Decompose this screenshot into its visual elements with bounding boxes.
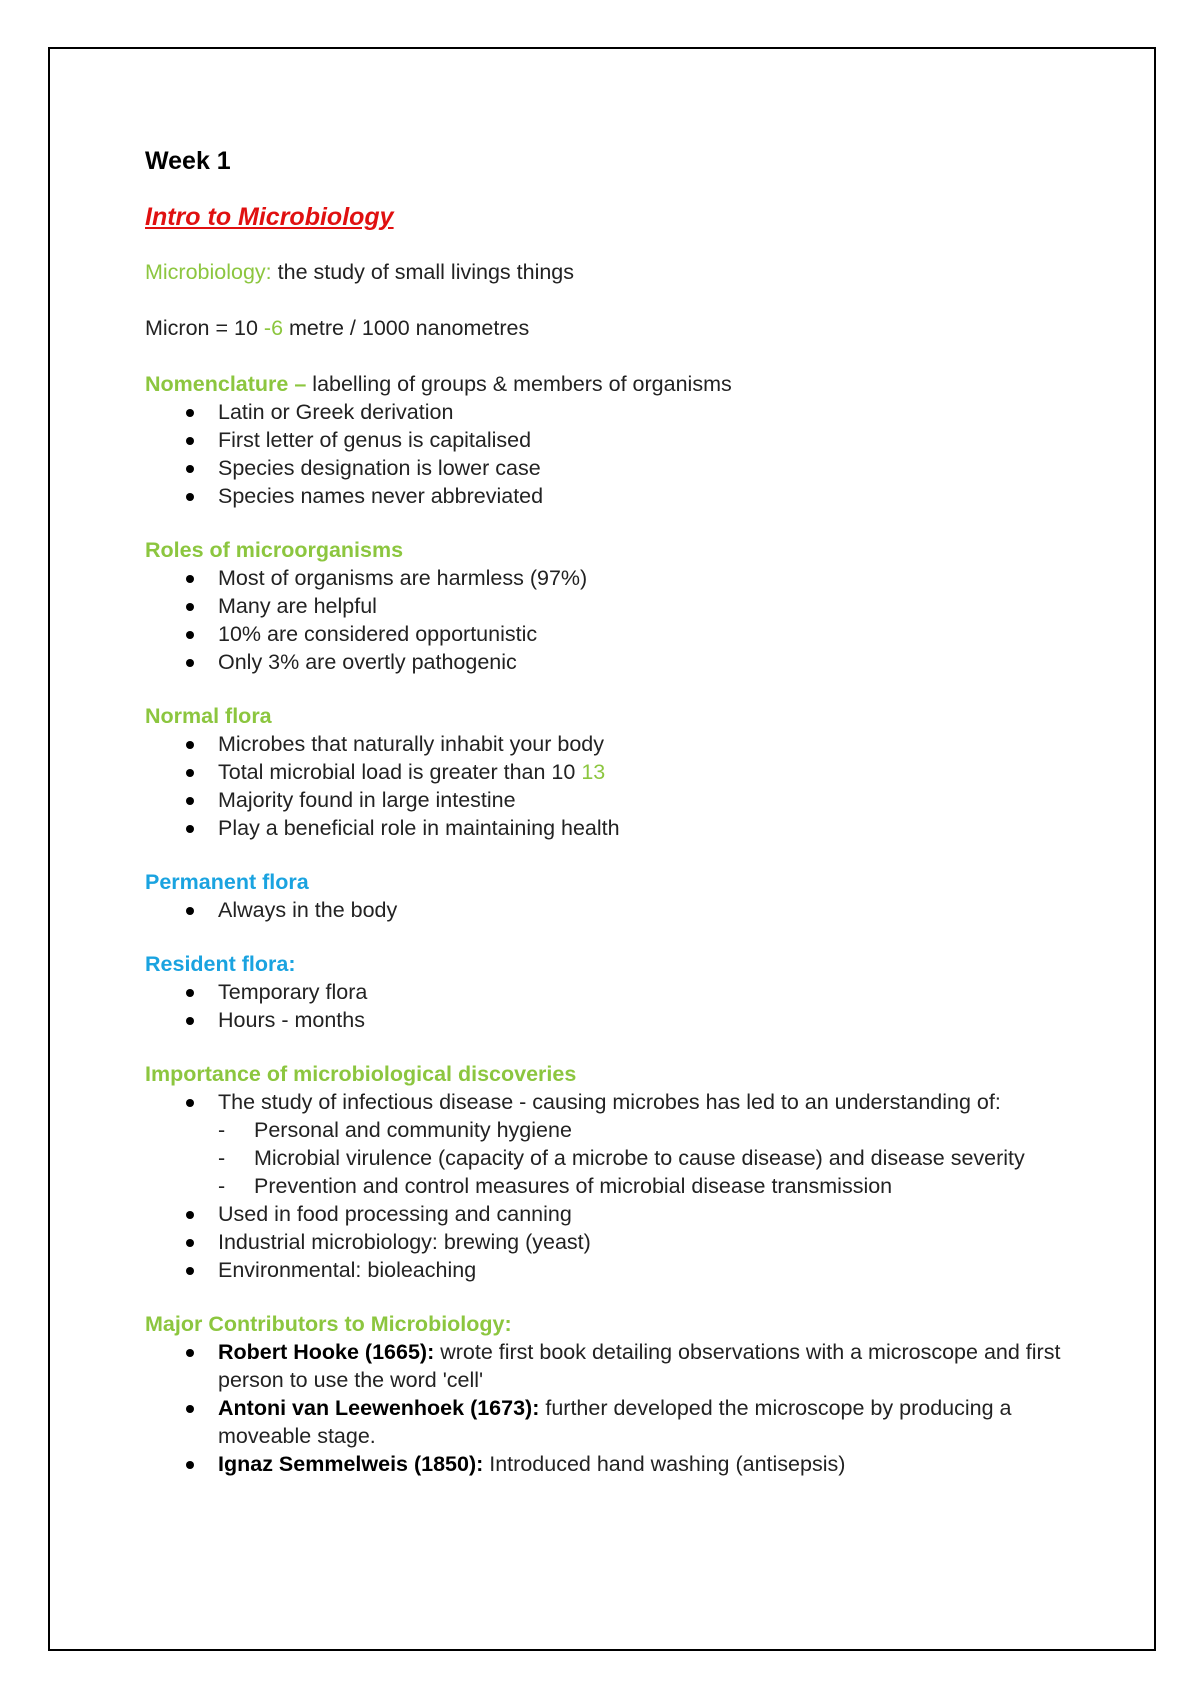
sub-list-item [218, 1144, 1065, 1172]
bullet-icon [186, 409, 194, 417]
list-item [145, 730, 1065, 758]
importance-heading: Importance of microbiological discoveries [145, 1062, 577, 1086]
bullet-icon [186, 631, 194, 639]
list-item [145, 1088, 1065, 1200]
list-item-text: Species designation is lower case [218, 456, 541, 480]
list-item [145, 1256, 1065, 1284]
list-item [145, 814, 1065, 842]
bullet-icon [186, 575, 194, 583]
list-item-text: First letter of genus is capitalised [218, 428, 532, 452]
list-item-text: Most of organisms are harmless (97%) [218, 566, 588, 590]
sub-list-item-text: Prevention and control measures of microbial disease transmission [254, 1174, 893, 1198]
roles-list [145, 564, 1065, 676]
permanent-flora-heading: Permanent flora [145, 870, 309, 894]
list-item [145, 758, 1065, 786]
page-title: Intro to Microbiology [145, 203, 394, 231]
list-item-text: Used in food processing and canning [218, 1202, 572, 1226]
bullet-icon [186, 1017, 194, 1025]
list-item-text: Hours - months [218, 1008, 365, 1032]
list-item-text: Play a beneficial role in maintaining health [218, 816, 620, 840]
list-item [145, 426, 1065, 454]
normal-flora-section [145, 702, 1065, 842]
contributors-heading: Major Contributors to Microbiology: [145, 1312, 512, 1336]
list-item [145, 1006, 1065, 1034]
importance-list [145, 1088, 1065, 1284]
list-item-text: Environmental: bioleaching [218, 1258, 477, 1282]
bullet-icon [186, 825, 194, 833]
nomenclature-list [145, 398, 1065, 510]
list-item [145, 454, 1065, 482]
micron-after: metre / 1000 nanometres [283, 316, 530, 340]
list-item-text: 10% are considered opportunistic [218, 622, 538, 646]
nomenclature-heading-line [145, 370, 1065, 398]
list-item-text: Species names never abbreviated [218, 484, 544, 508]
resident-flora-section [145, 950, 1065, 1034]
dash-marker: - [218, 1174, 226, 1198]
list-item [145, 620, 1065, 648]
list-item-text: Many are helpful [218, 594, 377, 618]
list-item [145, 1338, 1065, 1394]
contributor-name: Robert Hooke (1665): [218, 1340, 435, 1364]
list-item-text: Majority found in large intestine [218, 788, 516, 812]
sub-list-item [218, 1172, 1065, 1200]
roles-section [145, 536, 1065, 676]
list-item-text: Latin or Greek derivation [218, 400, 454, 424]
dash-marker: - [218, 1146, 226, 1170]
bullet-icon [186, 1349, 194, 1357]
bullet-icon [186, 1239, 194, 1247]
bullet-icon [186, 1405, 194, 1413]
sub-list-item-text: Microbial virulence (capacity of a microbe to cause disease) and disease severity [254, 1146, 1025, 1170]
nomenclature-text: labelling of groups & members of organisms [306, 372, 732, 396]
contributor-text: wrote first book detailing observations with a microscope and first person to use the word 'cell' [218, 1340, 1061, 1392]
permanent-flora-list [145, 896, 1065, 924]
contributor-name: Ignaz Semmelweis (1850): [218, 1452, 484, 1476]
bullet-icon [186, 797, 194, 805]
importance-sub-list [218, 1116, 1065, 1200]
importance-section [145, 1060, 1065, 1284]
list-item-text: Industrial microbiology: brewing (yeast) [218, 1230, 591, 1254]
contributor-text: further developed the microscope by producing a moveable stage. [218, 1396, 1012, 1448]
bullet-icon [186, 603, 194, 611]
normal-flora-heading: Normal flora [145, 704, 272, 728]
week-heading: Week 1 [145, 147, 231, 175]
bullet-icon [186, 1267, 194, 1275]
list-item-text: Only 3% are overtly pathogenic [218, 650, 517, 674]
permanent-flora-section [145, 868, 1065, 924]
sub-list-item-text: Personal and community hygiene [254, 1118, 572, 1142]
definition-term: Microbiology: [145, 260, 272, 284]
list-item-text: Microbes that naturally inhabit your body [218, 732, 605, 756]
contributor-text: Introduced hand washing (antisepsis) [483, 1452, 846, 1476]
bullet-icon [186, 907, 194, 915]
list-item [145, 1450, 1065, 1478]
contributor-name: Antoni van Leewenhoek (1673): [218, 1396, 540, 1420]
bullet-icon [186, 437, 194, 445]
micron-exponent: -6 [263, 316, 284, 340]
list-item [145, 1228, 1065, 1256]
list-item [145, 592, 1065, 620]
contributors-list [145, 1338, 1065, 1478]
micron-before: Micron = 10 [145, 316, 264, 340]
list-item [145, 896, 1065, 924]
bullet-icon [186, 1099, 194, 1107]
document-body [145, 146, 1065, 1504]
definition-paragraph [145, 258, 1065, 286]
dash-marker: - [218, 1118, 226, 1142]
list-item [145, 786, 1065, 814]
nomenclature-heading: Nomenclature – [145, 372, 307, 396]
normal-flora-list [145, 730, 1065, 842]
bullet-icon [186, 465, 194, 473]
bullet-icon [186, 659, 194, 667]
list-item [145, 978, 1065, 1006]
microbial-load-exponent: 13 [581, 760, 606, 784]
bullet-icon [186, 1461, 194, 1469]
list-item [145, 648, 1065, 676]
list-item [145, 398, 1065, 426]
list-item-text: Total microbial load is greater than 10 [218, 760, 582, 784]
bullet-icon [186, 741, 194, 749]
bullet-icon [186, 989, 194, 997]
list-item [145, 482, 1065, 510]
list-item-text: Always in the body [218, 898, 398, 922]
bullet-icon [186, 769, 194, 777]
list-item-text: The study of infectious disease - causing microbes has led to an understanding of: [218, 1090, 1001, 1114]
list-item [145, 1394, 1065, 1450]
resident-flora-list [145, 978, 1065, 1034]
bullet-icon [186, 1211, 194, 1219]
bullet-icon [186, 493, 194, 501]
list-item [145, 1200, 1065, 1228]
list-item-text: Temporary flora [218, 980, 368, 1004]
micron-paragraph [145, 314, 1065, 342]
contributors-section [145, 1310, 1065, 1478]
resident-flora-heading: Resident flora: [145, 952, 296, 976]
definition-text: the study of small livings things [271, 260, 575, 284]
sub-list-item [218, 1116, 1065, 1144]
list-item [145, 564, 1065, 592]
roles-heading: Roles of microorganisms [145, 538, 404, 562]
nomenclature-section [145, 370, 1065, 510]
